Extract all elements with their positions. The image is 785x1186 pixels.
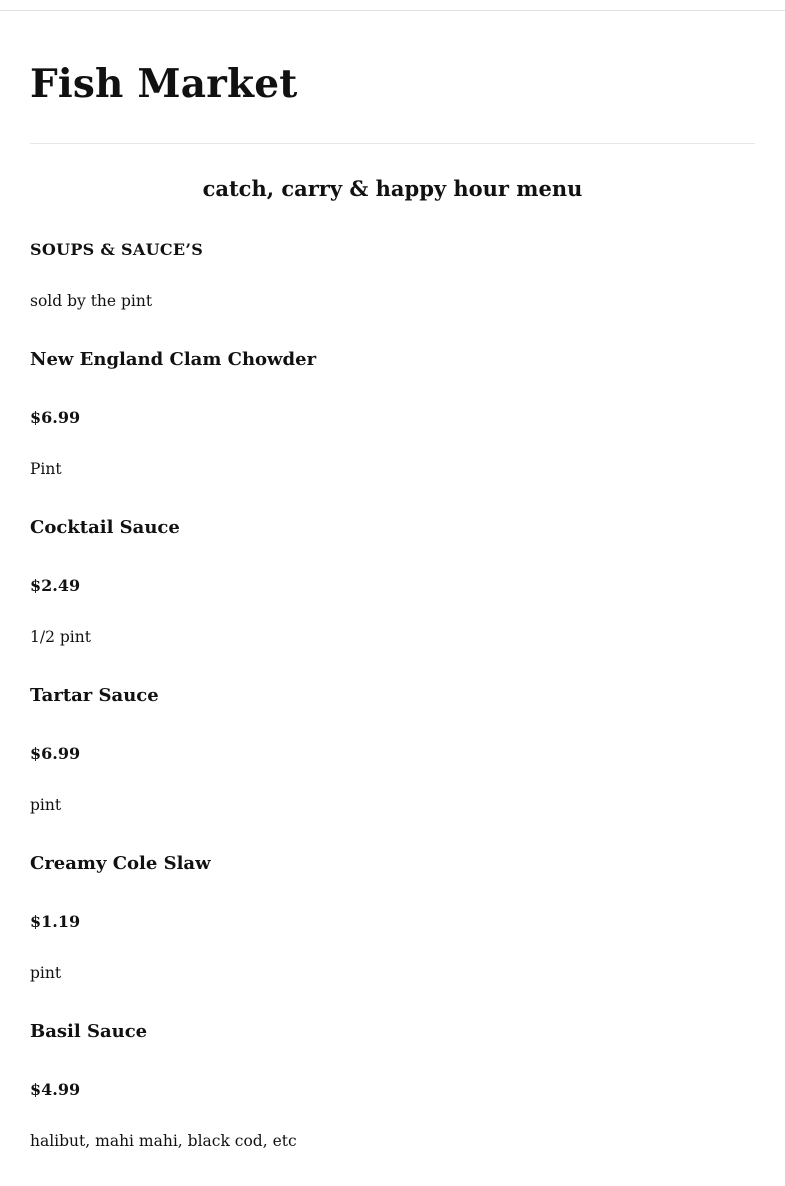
menu-item-price: $1.19	[30, 912, 81, 931]
menu-item	[30, 1018, 755, 1186]
menu-item-name: Creamy Cole Slaw	[30, 853, 211, 874]
menu-item	[30, 346, 755, 514]
menu-item	[30, 514, 755, 682]
menu-item-name: Tartar Sauce	[30, 685, 159, 706]
menu-item-price: $6.99	[30, 744, 81, 763]
menu-item-unit: Pint	[30, 460, 62, 478]
menu-item	[30, 682, 755, 850]
menu-item-list	[30, 346, 755, 1186]
menu-item	[30, 850, 755, 1018]
section-note: sold by the pint	[30, 292, 153, 310]
menu-item-name: Basil Sauce	[30, 1021, 148, 1042]
menu-item-name: New England Clam Chowder	[30, 349, 317, 370]
menu-item-unit: pint	[30, 964, 62, 982]
menu-heading: catch, carry & happy hour menu	[202, 176, 583, 201]
site-title: Fish Market	[30, 61, 298, 107]
menu-item-price: $2.49	[30, 576, 81, 595]
menu-item-unit: pint	[30, 796, 62, 814]
menu-item-price: $6.99	[30, 408, 81, 427]
menu-item-unit: 1/2 pint	[30, 628, 91, 646]
menu-item-price: $4.99	[30, 1080, 81, 1099]
menu-item-name: Cocktail Sauce	[30, 517, 180, 538]
section-heading: SOUPS & SAUCE’S	[30, 240, 204, 259]
top-divider	[0, 10, 785, 11]
menu-item-unit: halibut, mahi mahi, black cod, etc	[30, 1132, 297, 1150]
title-divider	[30, 143, 755, 144]
